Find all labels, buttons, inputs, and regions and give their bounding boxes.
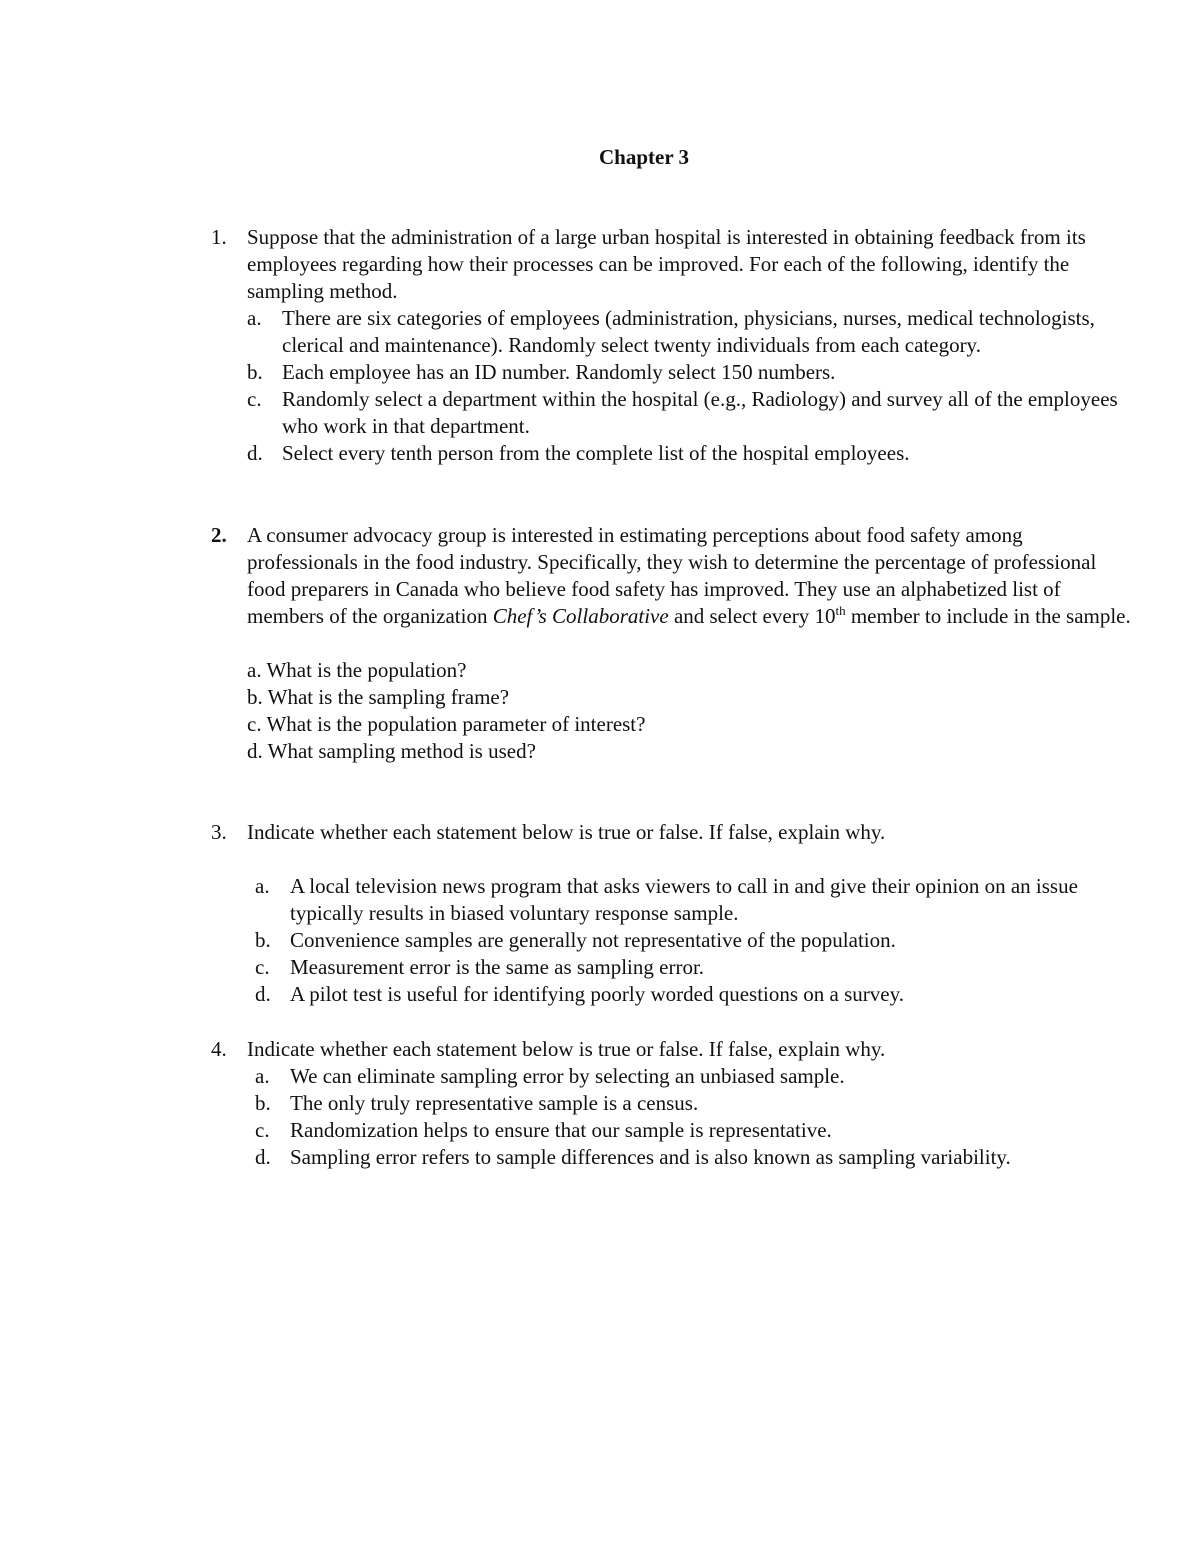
- question-number: 2.: [211, 523, 227, 547]
- ordinal-suffix: th: [835, 603, 846, 618]
- question-number: 3.: [211, 820, 227, 844]
- question-4: [211, 1036, 1131, 1171]
- list-item: a. What is the population?: [247, 658, 467, 682]
- list-item: [255, 981, 1131, 1008]
- item-text: A local television news program that asks viewers to call in and give their opinion on an issue typically results in biased voluntary response sample.: [290, 874, 1078, 925]
- organization-name: Chef’s Collaborative: [492, 604, 669, 628]
- item-label: c.: [255, 955, 270, 979]
- question-text: [247, 522, 1131, 630]
- item-text: Each employee has an ID number. Randomly select 150 numbers.: [282, 360, 836, 384]
- item-label: a.: [247, 306, 262, 330]
- list-item: [255, 927, 1131, 954]
- list-item: [247, 305, 1131, 359]
- question-text: Indicate whether each statement below is true or false. If false, explain why.: [247, 820, 886, 844]
- item-text: Select every tenth person from the complete list of the hospital employees.: [282, 441, 910, 465]
- item-label: b.: [255, 1091, 271, 1115]
- list-item: c. What is the population parameter of interest?: [247, 712, 646, 736]
- sub-item-list: [255, 1063, 1131, 1171]
- list-item: [255, 873, 1131, 927]
- item-label: d.: [255, 1145, 271, 1169]
- item-text: We can eliminate sampling error by selecting an unbiased sample.: [290, 1064, 845, 1088]
- question-1: [211, 224, 1131, 467]
- list-item: d. What sampling method is used?: [247, 739, 536, 763]
- sub-item-list: [247, 657, 1131, 765]
- question-text: Indicate whether each statement below is true or false. If false, explain why.: [247, 1037, 886, 1061]
- sub-item-list: [247, 305, 1131, 467]
- item-text: There are six categories of employees (administration, physicians, nurses, medical technologists, clerical and maintenance). Randomly select twenty individuals from each category.: [282, 306, 1095, 357]
- item-label: d.: [247, 441, 263, 465]
- item-label: a.: [255, 1064, 270, 1088]
- item-text: The only truly representative sample is a census.: [290, 1091, 699, 1115]
- item-label: d.: [255, 982, 271, 1006]
- list-item: [247, 359, 1131, 386]
- item-label: b.: [247, 360, 263, 384]
- list-item: [255, 954, 1131, 981]
- question-text-part: and select every 10: [668, 604, 836, 628]
- list-item: [255, 1090, 1131, 1117]
- item-text: Randomization helps to ensure that our sample is representative.: [290, 1118, 832, 1142]
- list-item: b. What is the sampling frame?: [247, 685, 510, 709]
- question-text-part: member to include in the sample.: [845, 604, 1131, 628]
- item-label: b.: [255, 928, 271, 952]
- question-number: 4.: [211, 1037, 227, 1061]
- item-text: Randomly select a department within the hospital (e.g., Radiology) and survey all of the employees who work in that department.: [282, 387, 1118, 438]
- item-text: Sampling error refers to sample differences and is also known as sampling variability.: [290, 1145, 1011, 1169]
- item-label: c.: [247, 387, 262, 411]
- list-item: [255, 1063, 1131, 1090]
- item-label: c.: [255, 1118, 270, 1142]
- question-number: 1.: [211, 225, 227, 249]
- list-item: [247, 440, 1131, 467]
- question-text: Suppose that the administration of a large urban hospital is interested in obtaining feedback from its employees regarding how their processes can be improved. For each of the following, identify the sampling method.: [247, 225, 1086, 303]
- item-text: Measurement error is the same as sampling error.: [290, 955, 705, 979]
- sub-item-list: [255, 873, 1131, 1008]
- list-item: [255, 1144, 1131, 1171]
- question-3: [211, 819, 1131, 1008]
- list-item: [247, 386, 1131, 440]
- question-text-part: A consumer advocacy group is interested in estimating perceptions about food safety among professionals in the food industry. Specifically, they wish to determine the percentage of professional food preparers in Canada who believe food safety has improved. They use an alphabetized list of members of the organization: [247, 523, 1097, 628]
- item-text: Convenience samples are generally not representative of the population.: [290, 928, 896, 952]
- item-label: a.: [255, 874, 270, 898]
- chapter-title: Chapter 3: [598, 145, 690, 169]
- question-2: [211, 522, 1131, 765]
- item-text: A pilot test is useful for identifying poorly worded questions on a survey.: [290, 982, 904, 1006]
- list-item: [255, 1117, 1131, 1144]
